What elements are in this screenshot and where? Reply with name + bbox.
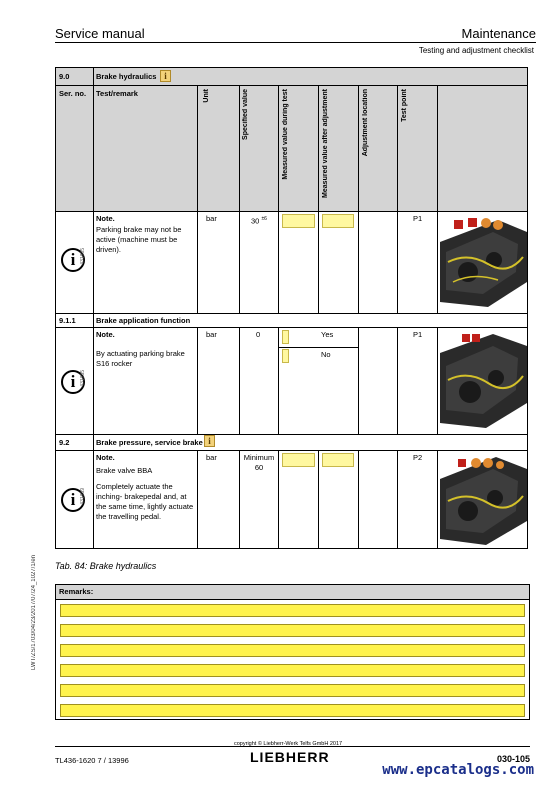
row1-unit: bar <box>206 214 217 223</box>
row2-note-label: Note. <box>96 330 115 339</box>
col-header-testpoint: Test point <box>401 89 408 122</box>
info-icon: i <box>61 488 85 512</box>
row3-testpoint: P2 <box>413 453 423 462</box>
remarks-input-4[interactable] <box>60 664 525 677</box>
row2-spec: 0 <box>256 330 261 339</box>
header-title-left: Service manual <box>55 26 145 41</box>
page-number: 030-105 <box>496 754 530 764</box>
test-point-photo-1 <box>438 212 527 313</box>
section-number: 9.0 <box>59 72 70 81</box>
section-title: Brake hydraulics <box>96 72 157 81</box>
info-note-icon: i <box>160 70 171 82</box>
row2-unit: bar <box>206 330 217 339</box>
figure-code: 431655 <box>80 370 86 387</box>
info-icon: i <box>61 370 85 394</box>
row3-note-label: Note. <box>96 453 115 462</box>
subsection-2-title: Brake pressure, service brake <box>96 438 203 447</box>
info-note-icon: i <box>204 435 215 447</box>
remarks-input-3[interactable] <box>60 644 525 657</box>
subsection-1-number: 9.1.1 <box>59 316 76 325</box>
row3-spec: Minimum 60 <box>243 453 275 472</box>
header-subtitle: Testing and adjustment checklist <box>418 46 534 55</box>
remarks-header <box>56 585 529 600</box>
measured-during-input[interactable] <box>282 453 315 467</box>
test-point-photo-2 <box>438 328 527 434</box>
row2-testpoint: P1 <box>413 330 423 339</box>
col-header-test: Test/remark <box>96 89 138 98</box>
subsection-1-title: Brake application function <box>96 316 191 325</box>
remarks-box <box>55 584 530 720</box>
column-header-row <box>56 85 527 211</box>
measured-during-input[interactable] <box>282 214 315 228</box>
col-header-meas-after: Measured value after adjustment <box>322 89 329 198</box>
brand-logo: LIEBHERR <box>250 749 330 765</box>
header-divider <box>55 42 536 43</box>
col-header-adjust: Adjustment location <box>362 89 369 157</box>
row3-unit: bar <box>206 453 217 462</box>
measured-after-input[interactable] <box>322 214 354 228</box>
row3-subtitle: Brake valve BBA <box>96 466 153 475</box>
no-checkbox[interactable] <box>282 349 289 363</box>
row3-text: Completely actuate the inching- brakepedal and, at the same time, lightly actuate the travelling pedal. <box>96 482 194 521</box>
row1-spec: 30 $^{\pm 6}$ <box>251 216 267 226</box>
remarks-input-6[interactable] <box>60 704 525 717</box>
row1-text: Parking brake may not be active (machine must be driven). <box>96 225 182 254</box>
footer-doc-number: TL436-1620 7 / 13996 <box>55 756 129 765</box>
yes-checkbox[interactable] <box>282 330 289 344</box>
yes-label: Yes <box>321 330 334 339</box>
remarks-input-1[interactable] <box>60 604 525 617</box>
test-point-photo-3 <box>438 451 527 548</box>
col-header-unit: Unit <box>203 89 210 103</box>
remarks-title: Remarks: <box>59 587 94 596</box>
remarks-input-5[interactable] <box>60 684 525 697</box>
col-header-serno: Ser. no. <box>59 89 87 98</box>
checklist-table <box>55 67 528 549</box>
figure-code: 431659 <box>80 488 86 505</box>
figure-code: 431665 <box>80 248 86 265</box>
remarks-input-2[interactable] <box>60 624 525 637</box>
info-icon: i <box>61 248 85 272</box>
no-label: No <box>321 350 331 359</box>
row1-note-label: Note. <box>96 214 115 223</box>
measured-after-input[interactable] <box>322 453 354 467</box>
side-document-code: LWT/ZS/1703/04/23/2017/07/24_1027/1/en <box>31 555 37 670</box>
col-header-meas-during: Measured value during test <box>282 89 289 180</box>
col-header-spec: Specified value <box>242 89 249 140</box>
watermark: www.epcatalogs.com <box>382 762 534 778</box>
table-caption: Tab. 84: Brake hydraulics <box>55 561 157 571</box>
row2-text: By actuating parking brake S16 rocker <box>96 349 185 368</box>
row1-testpoint: P1 <box>413 214 423 223</box>
subsection-2-number: 9.2 <box>59 438 70 447</box>
header-title-right: Maintenance <box>461 26 536 41</box>
footer-copyright: copyright © Liebherr-Werk Telfs GmbH 2017 <box>234 741 343 747</box>
